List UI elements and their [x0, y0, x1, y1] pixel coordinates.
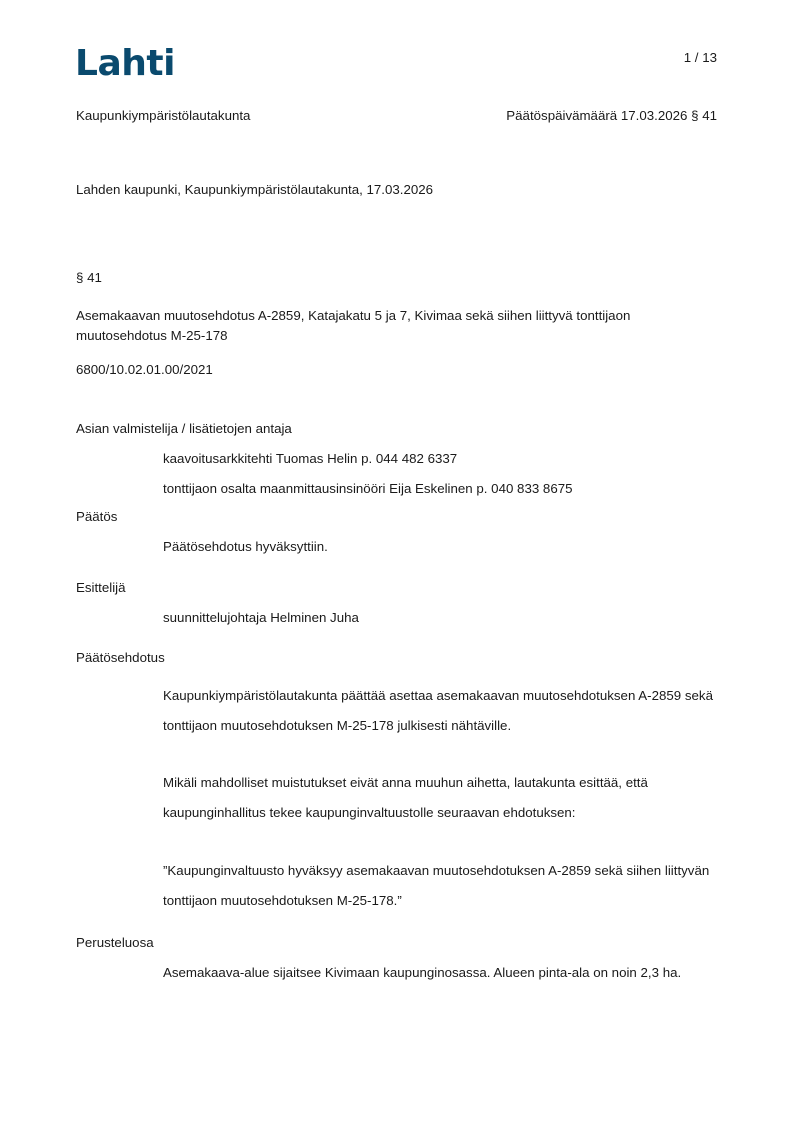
- proposal-label: Päätösehdotus: [76, 650, 165, 665]
- document-title: Asemakaavan muutosehdotus A-2859, Katajakatu 5 ja 7, Kivimaa sekä siihen liittyvä tonttijaon muutosehdotus M-25-178: [76, 308, 631, 343]
- header-decision-date: Päätöspäivämäärä 17.03.2026 § 41: [506, 108, 717, 123]
- header-organ: Kaupunkiympäristölautakunta: [76, 108, 251, 123]
- proposal-paragraph: Mikäli mahdolliset muistutukset eivät anna muuhun aihetta, lautakunta esittää, että kaupunginhallitus tekee kaupunginvaltuustolle seuraavan ehdotuksen:: [163, 775, 648, 820]
- presenter-text: suunnittelujohtaja Helminen Juha: [163, 610, 359, 625]
- preparer-line: kaavoitusarkkitehti Tuomas Helin p. 044 482 6337: [163, 451, 458, 466]
- rationale-text: Asemakaava-alue sijaitsee Kivimaan kaupunginosassa. Alueen pinta-ala on noin 2,3 ha.: [163, 965, 682, 980]
- decision-text: Päätösehdotus hyväksyttiin.: [163, 539, 328, 554]
- proposal-paragraph: Kaupunkiympäristölautakunta päättää asettaa asemakaavan muutosehdotuksen A-2859 sekä tonttijaon muutosehdotuksen M-25-178 julkisesti nähtäville.: [163, 688, 713, 733]
- section-number: § 41: [76, 270, 102, 285]
- lahti-logo: Lahti: [75, 43, 175, 84]
- proposal-quote: ”Kaupunginvaltuusto hyväksyy asemakaavan muutosehdotuksen A-2859 sekä siihen liittyvän tonttijaon muutosehdotuksen M-25-178.”: [163, 863, 710, 908]
- preparer-label: Asian valmistelija / lisätietojen antaja: [76, 421, 292, 436]
- diary-number: 6800/10.02.01.00/2021: [76, 362, 213, 377]
- page-number: 1 / 13: [683, 50, 717, 65]
- rationale-label: Perusteluosa: [76, 935, 154, 950]
- presenter-label: Esittelijä: [76, 580, 126, 595]
- preparer-line: tonttijaon osalta maanmittausinsinööri Eija Eskelinen p. 040 833 8675: [163, 481, 573, 496]
- meeting-line: Lahden kaupunki, Kaupunkiympäristölautakunta, 17.03.2026: [76, 182, 434, 197]
- decision-label: Päätös: [76, 509, 118, 524]
